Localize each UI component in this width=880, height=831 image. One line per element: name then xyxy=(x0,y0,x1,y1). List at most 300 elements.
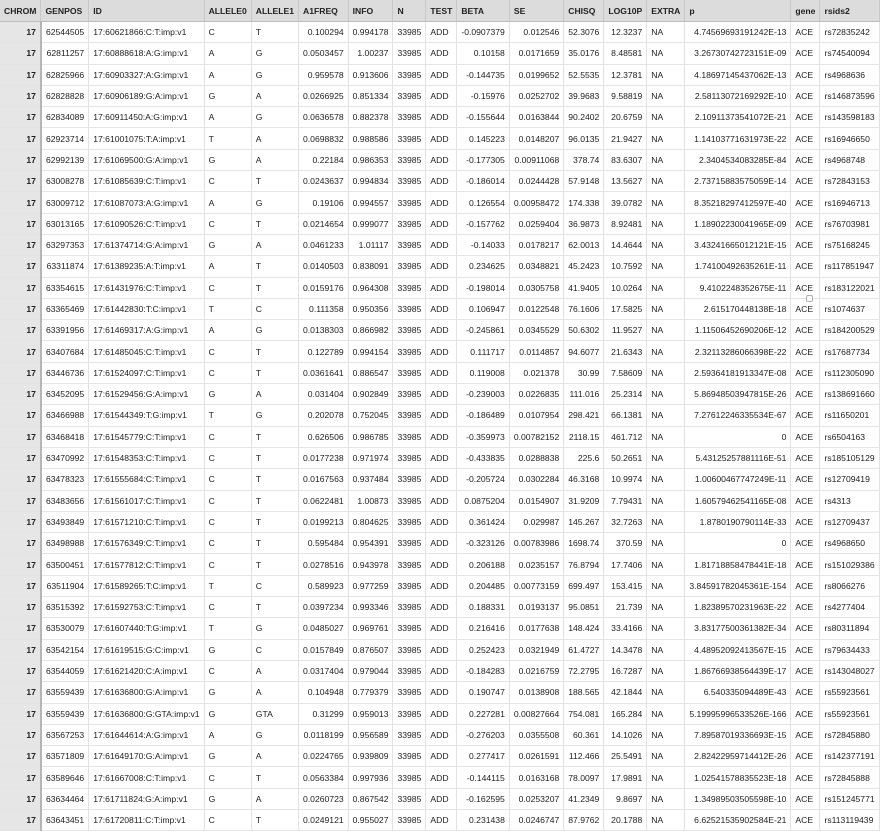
cell-log10p[interactable]: 14.3478 xyxy=(604,639,647,660)
cell-id[interactable]: 17:61544349:T:G:imp:v1 xyxy=(89,405,204,426)
cell-gene[interactable]: ACE xyxy=(791,362,820,383)
cell-allele1[interactable]: A xyxy=(251,85,298,106)
cell-chisq[interactable]: 754.081 xyxy=(564,703,604,724)
cell-n[interactable]: 33985 xyxy=(393,107,426,128)
cell-gene[interactable]: ACE xyxy=(791,511,820,532)
table-row[interactable] xyxy=(0,192,879,213)
cell-n[interactable]: 33985 xyxy=(393,64,426,85)
cell-allele0[interactable]: C xyxy=(204,490,251,511)
cell-extra[interactable]: NA xyxy=(647,107,685,128)
cell-info[interactable]: 1.00237 xyxy=(348,43,393,64)
cell-beta[interactable]: 0.234625 xyxy=(457,256,510,277)
cell-log10p[interactable]: 11.9527 xyxy=(604,320,647,341)
cell-rsids2[interactable]: rs6504163 xyxy=(820,426,879,447)
cell-genpos[interactable]: 63407684 xyxy=(41,341,89,362)
cell-genpos[interactable]: 63311874 xyxy=(41,256,89,277)
cell-test[interactable]: ADD xyxy=(426,554,457,575)
cell-allele1[interactable]: G xyxy=(251,405,298,426)
cell-test[interactable]: ADD xyxy=(426,341,457,362)
cell-n[interactable]: 33985 xyxy=(393,405,426,426)
cell-n[interactable]: 33985 xyxy=(393,788,426,809)
cell-allele1[interactable]: T xyxy=(251,554,298,575)
cell-p[interactable]: 4.74569693191242E-13 xyxy=(685,22,791,43)
cell-chisq[interactable]: 95.0851 xyxy=(564,597,604,618)
cell-rsids2[interactable]: rs113119439 xyxy=(820,809,879,830)
cell-log10p[interactable]: 14.4644 xyxy=(604,234,647,255)
cell-se[interactable]: 0.0171659 xyxy=(509,43,563,64)
cell-info[interactable]: 0.876507 xyxy=(348,639,393,660)
cell-allele1[interactable]: T xyxy=(251,511,298,532)
table-row[interactable] xyxy=(0,128,879,149)
cell-chisq[interactable]: 52.3076 xyxy=(564,22,604,43)
cell-se[interactable]: 0.0178217 xyxy=(509,234,563,255)
cell-n[interactable]: 33985 xyxy=(393,426,426,447)
cell-gene[interactable]: ACE xyxy=(791,490,820,511)
cell-a1freq[interactable]: 0.0157849 xyxy=(299,639,349,660)
cell-allele0[interactable]: C xyxy=(204,341,251,362)
cell-n[interactable]: 33985 xyxy=(393,192,426,213)
cell-se[interactable]: 0.0148207 xyxy=(509,128,563,149)
cell-extra[interactable]: NA xyxy=(647,746,685,767)
cell-test[interactable]: ADD xyxy=(426,767,457,788)
cell-chrom[interactable]: 17 xyxy=(0,171,41,192)
cell-rsids2[interactable]: rs12709437 xyxy=(820,511,879,532)
cell-chrom[interactable]: 17 xyxy=(0,575,41,596)
cell-chrom[interactable]: 17 xyxy=(0,277,41,298)
cell-n[interactable]: 33985 xyxy=(393,809,426,830)
cell-test[interactable]: ADD xyxy=(426,171,457,192)
cell-p[interactable]: 6.540335094489E-43 xyxy=(685,682,791,703)
cell-extra[interactable]: NA xyxy=(647,192,685,213)
cell-extra[interactable]: NA xyxy=(647,511,685,532)
cell-genpos[interactable]: 62828828 xyxy=(41,85,89,106)
cell-beta[interactable]: 0.361424 xyxy=(457,511,510,532)
cell-genpos[interactable]: 63567253 xyxy=(41,724,89,745)
cell-test[interactable]: ADD xyxy=(426,85,457,106)
cell-beta[interactable]: -0.0907379 xyxy=(457,22,510,43)
cell-chisq[interactable]: 94.6077 xyxy=(564,341,604,362)
column-header-p[interactable]: p xyxy=(685,0,791,22)
cell-genpos[interactable]: 63365469 xyxy=(41,298,89,319)
table-row[interactable] xyxy=(0,256,879,277)
cell-log10p[interactable]: 12.3237 xyxy=(604,22,647,43)
cell-test[interactable]: ADD xyxy=(426,426,457,447)
cell-log10p[interactable]: 8.92481 xyxy=(604,213,647,234)
cell-genpos[interactable]: 63542154 xyxy=(41,639,89,660)
cell-beta[interactable]: 0.111717 xyxy=(457,341,510,362)
cell-a1freq[interactable]: 0.122789 xyxy=(299,341,349,362)
table-row[interactable] xyxy=(0,277,879,298)
cell-allele1[interactable]: G xyxy=(251,64,298,85)
cell-allele1[interactable]: A xyxy=(251,660,298,681)
cell-test[interactable]: ADD xyxy=(426,490,457,511)
cell-rsids2[interactable]: rs72845888 xyxy=(820,767,879,788)
cell-chrom[interactable]: 17 xyxy=(0,660,41,681)
cell-rsids2[interactable]: rs117851947 xyxy=(820,256,879,277)
cell-id[interactable]: 17:61576349:C:T:imp:v1 xyxy=(89,533,204,554)
cell-info[interactable]: 0.994154 xyxy=(348,341,393,362)
cell-test[interactable]: ADD xyxy=(426,22,457,43)
cell-id[interactable]: 17:61548353:C:T:imp:v1 xyxy=(89,447,204,468)
cell-info[interactable]: 0.997936 xyxy=(348,767,393,788)
cell-n[interactable]: 33985 xyxy=(393,554,426,575)
cell-extra[interactable]: NA xyxy=(647,341,685,362)
cell-id[interactable]: 17:61069500:G:A:imp:v1 xyxy=(89,149,204,170)
cell-se[interactable]: 0.0235157 xyxy=(509,554,563,575)
cell-gene[interactable]: ACE xyxy=(791,234,820,255)
cell-n[interactable]: 33985 xyxy=(393,320,426,341)
cell-chrom[interactable]: 17 xyxy=(0,298,41,319)
table-row[interactable] xyxy=(0,469,879,490)
cell-beta[interactable]: 0.145223 xyxy=(457,128,510,149)
cell-genpos[interactable]: 63544059 xyxy=(41,660,89,681)
cell-allele1[interactable]: A xyxy=(251,128,298,149)
cell-se[interactable]: 0.0163844 xyxy=(509,107,563,128)
cell-chisq[interactable]: 39.9683 xyxy=(564,85,604,106)
cell-p[interactable]: 3.26730742723151E-09 xyxy=(685,43,791,64)
cell-id[interactable]: 17:61087073:A:G:imp:v1 xyxy=(89,192,204,213)
cell-genpos[interactable]: 63571809 xyxy=(41,746,89,767)
cell-log10p[interactable]: 25.2314 xyxy=(604,384,647,405)
cell-info[interactable]: 0.964308 xyxy=(348,277,393,298)
cell-se[interactable]: 0.029987 xyxy=(509,511,563,532)
cell-rsids2[interactable]: rs142377191 xyxy=(820,746,879,767)
cell-a1freq[interactable]: 0.0177238 xyxy=(299,447,349,468)
cell-gene[interactable]: ACE xyxy=(791,341,820,362)
cell-n[interactable]: 33985 xyxy=(393,298,426,319)
cell-test[interactable]: ADD xyxy=(426,639,457,660)
cell-gene[interactable]: ACE xyxy=(791,43,820,64)
cell-test[interactable]: ADD xyxy=(426,511,457,532)
cell-a1freq[interactable]: 0.0167563 xyxy=(299,469,349,490)
cell-chisq[interactable]: 57.9148 xyxy=(564,171,604,192)
cell-n[interactable]: 33985 xyxy=(393,639,426,660)
cell-allele0[interactable]: G xyxy=(204,234,251,255)
cell-gene[interactable]: ACE xyxy=(791,64,820,85)
cell-a1freq[interactable]: 0.0260723 xyxy=(299,788,349,809)
cell-allele0[interactable]: G xyxy=(204,788,251,809)
cell-allele1[interactable]: C xyxy=(251,639,298,660)
cell-genpos[interactable]: 63297353 xyxy=(41,234,89,255)
cell-allele0[interactable]: C xyxy=(204,447,251,468)
cell-extra[interactable]: NA xyxy=(647,234,685,255)
cell-beta[interactable]: -0.359973 xyxy=(457,426,510,447)
cell-extra[interactable]: NA xyxy=(647,320,685,341)
cell-extra[interactable]: NA xyxy=(647,405,685,426)
cell-id[interactable]: 17:60621866:C:T:imp:v1 xyxy=(89,22,204,43)
cell-chrom[interactable]: 17 xyxy=(0,703,41,724)
cell-allele0[interactable]: T xyxy=(204,575,251,596)
cell-se[interactable]: 0.0107954 xyxy=(509,405,563,426)
cell-n[interactable]: 33985 xyxy=(393,746,426,767)
cell-chisq[interactable]: 61.4727 xyxy=(564,639,604,660)
cell-chisq[interactable]: 31.9209 xyxy=(564,490,604,511)
cell-chrom[interactable]: 17 xyxy=(0,320,41,341)
cell-log10p[interactable]: 17.9891 xyxy=(604,767,647,788)
table-row[interactable] xyxy=(0,426,879,447)
cell-info[interactable]: 0.993346 xyxy=(348,597,393,618)
column-header-allele0[interactable]: ALLELE0 xyxy=(204,0,251,22)
cell-allele1[interactable]: T xyxy=(251,490,298,511)
cell-test[interactable]: ADD xyxy=(426,660,457,681)
cell-test[interactable]: ADD xyxy=(426,682,457,703)
table-row[interactable] xyxy=(0,298,879,319)
cell-a1freq[interactable]: 0.0278516 xyxy=(299,554,349,575)
cell-log10p[interactable]: 66.1381 xyxy=(604,405,647,426)
cell-id[interactable]: 17:60888618:A:G:imp:v1 xyxy=(89,43,204,64)
cell-beta[interactable]: 0.227281 xyxy=(457,703,510,724)
cell-info[interactable]: 1.00873 xyxy=(348,490,393,511)
cell-chisq[interactable]: 46.3168 xyxy=(564,469,604,490)
cell-allele0[interactable]: C xyxy=(204,213,251,234)
cell-allele1[interactable]: G xyxy=(251,724,298,745)
cell-log10p[interactable]: 7.79431 xyxy=(604,490,647,511)
cell-allele0[interactable]: A xyxy=(204,107,251,128)
cell-extra[interactable]: NA xyxy=(647,554,685,575)
column-resize-handle[interactable] xyxy=(806,295,813,302)
cell-se[interactable]: 0.0321949 xyxy=(509,639,563,660)
cell-n[interactable]: 33985 xyxy=(393,234,426,255)
cell-genpos[interactable]: 62992139 xyxy=(41,149,89,170)
cell-info[interactable]: 0.994557 xyxy=(348,192,393,213)
cell-genpos[interactable]: 63446736 xyxy=(41,362,89,383)
cell-test[interactable]: ADD xyxy=(426,788,457,809)
cell-log10p[interactable]: 165.284 xyxy=(604,703,647,724)
cell-beta[interactable]: 0.10158 xyxy=(457,43,510,64)
cell-info[interactable]: 0.999077 xyxy=(348,213,393,234)
cell-beta[interactable]: 0.190747 xyxy=(457,682,510,703)
cell-gene[interactable]: ACE xyxy=(791,809,820,830)
column-header-a1freq[interactable]: A1FREQ xyxy=(299,0,349,22)
cell-gene[interactable]: ACE xyxy=(791,660,820,681)
cell-rsids2[interactable]: rs8066276 xyxy=(820,575,879,596)
cell-allele1[interactable]: T xyxy=(251,469,298,490)
cell-allele0[interactable]: A xyxy=(204,192,251,213)
cell-info[interactable]: 0.950356 xyxy=(348,298,393,319)
cell-n[interactable]: 33985 xyxy=(393,618,426,639)
cell-n[interactable]: 33985 xyxy=(393,341,426,362)
cell-allele1[interactable]: T xyxy=(251,533,298,554)
cell-se[interactable]: 0.0252702 xyxy=(509,85,563,106)
cell-log10p[interactable]: 9.58819 xyxy=(604,85,647,106)
cell-extra[interactable]: NA xyxy=(647,426,685,447)
cell-chisq[interactable]: 87.9762 xyxy=(564,809,604,830)
table-row[interactable] xyxy=(0,171,879,192)
cell-chisq[interactable]: 78.0097 xyxy=(564,767,604,788)
cell-chrom[interactable]: 17 xyxy=(0,384,41,405)
cell-log10p[interactable]: 16.7287 xyxy=(604,660,647,681)
cell-gene[interactable]: ACE xyxy=(791,554,820,575)
cell-log10p[interactable]: 10.7592 xyxy=(604,256,647,277)
cell-genpos[interactable]: 63515392 xyxy=(41,597,89,618)
cell-allele1[interactable]: T xyxy=(251,22,298,43)
cell-chrom[interactable]: 17 xyxy=(0,682,41,703)
cell-allele1[interactable]: T xyxy=(251,447,298,468)
cell-info[interactable]: 0.969761 xyxy=(348,618,393,639)
cell-chisq[interactable]: 76.1606 xyxy=(564,298,604,319)
cell-gene[interactable]: ACE xyxy=(791,447,820,468)
cell-p[interactable]: 2.10911373541072E-21 xyxy=(685,107,791,128)
cell-chrom[interactable]: 17 xyxy=(0,490,41,511)
cell-p[interactable]: 1.86766938564439E-17 xyxy=(685,660,791,681)
cell-allele1[interactable]: T xyxy=(251,256,298,277)
cell-rsids2[interactable]: rs4968650 xyxy=(820,533,879,554)
cell-id[interactable]: 17:61667008:C:T:imp:v1 xyxy=(89,767,204,788)
cell-rsids2[interactable]: rs185105129 xyxy=(820,447,879,468)
cell-se[interactable]: 0.00827664 xyxy=(509,703,563,724)
cell-log10p[interactable]: 12.3781 xyxy=(604,64,647,85)
table-row[interactable] xyxy=(0,746,879,767)
cell-genpos[interactable]: 63493849 xyxy=(41,511,89,532)
cell-rsids2[interactable]: rs151029386 xyxy=(820,554,879,575)
cell-genpos[interactable]: 63559439 xyxy=(41,682,89,703)
cell-p[interactable]: 2.32113286066398E-22 xyxy=(685,341,791,362)
cell-p[interactable]: 1.60579462541165E-08 xyxy=(685,490,791,511)
cell-id[interactable]: 17:61374714:G:A:imp:v1 xyxy=(89,234,204,255)
cell-test[interactable]: ADD xyxy=(426,362,457,383)
cell-gene[interactable]: ACE xyxy=(791,469,820,490)
cell-test[interactable]: ADD xyxy=(426,64,457,85)
cell-gene[interactable]: ACE xyxy=(791,746,820,767)
cell-chrom[interactable]: 17 xyxy=(0,149,41,170)
cell-chisq[interactable]: 2118.15 xyxy=(564,426,604,447)
cell-chisq[interactable]: 298.421 xyxy=(564,405,604,426)
cell-genpos[interactable]: 63468418 xyxy=(41,426,89,447)
cell-test[interactable]: ADD xyxy=(426,107,457,128)
cell-rsids2[interactable]: rs184200529 xyxy=(820,320,879,341)
cell-rsids2[interactable]: rs75168245 xyxy=(820,234,879,255)
column-header-rsids2[interactable]: rsids2 xyxy=(820,0,879,22)
cell-log10p[interactable]: 8.48581 xyxy=(604,43,647,64)
cell-rsids2[interactable]: rs12709419 xyxy=(820,469,879,490)
cell-allele0[interactable]: T xyxy=(204,405,251,426)
cell-extra[interactable]: NA xyxy=(647,149,685,170)
cell-extra[interactable]: NA xyxy=(647,660,685,681)
cell-se[interactable]: 0.0253207 xyxy=(509,788,563,809)
cell-beta[interactable]: 0.277417 xyxy=(457,746,510,767)
cell-gene[interactable]: ACE xyxy=(791,22,820,43)
cell-allele1[interactable]: T xyxy=(251,362,298,383)
cell-extra[interactable]: NA xyxy=(647,767,685,788)
cell-n[interactable]: 33985 xyxy=(393,384,426,405)
cell-id[interactable]: 17:61577812:C:T:imp:v1 xyxy=(89,554,204,575)
cell-beta[interactable]: -0.162595 xyxy=(457,788,510,809)
table-row[interactable] xyxy=(0,703,879,724)
cell-chrom[interactable]: 17 xyxy=(0,597,41,618)
cell-allele1[interactable]: T xyxy=(251,213,298,234)
cell-chrom[interactable]: 17 xyxy=(0,767,41,788)
cell-se[interactable]: 0.0305758 xyxy=(509,277,563,298)
cell-allele0[interactable]: G xyxy=(204,746,251,767)
cell-rsids2[interactable]: rs55923561 xyxy=(820,682,879,703)
cell-id[interactable]: 17:61085639:C:T:imp:v1 xyxy=(89,171,204,192)
cell-info[interactable]: 0.867542 xyxy=(348,788,393,809)
cell-a1freq[interactable]: 0.0138303 xyxy=(299,320,349,341)
cell-allele1[interactable]: C xyxy=(251,575,298,596)
cell-rsids2[interactable]: rs16946650 xyxy=(820,128,879,149)
cell-rsids2[interactable]: rs143598183 xyxy=(820,107,879,128)
cell-extra[interactable]: NA xyxy=(647,128,685,149)
cell-se[interactable]: 0.00782152 xyxy=(509,426,563,447)
cell-allele0[interactable]: G xyxy=(204,639,251,660)
cell-p[interactable]: 1.11506452690206E-12 xyxy=(685,320,791,341)
cell-rsids2[interactable]: rs112305090 xyxy=(820,362,879,383)
cell-chisq[interactable]: 62.0013 xyxy=(564,234,604,255)
column-header-beta[interactable]: BETA xyxy=(457,0,510,22)
cell-gene[interactable]: ACE xyxy=(791,597,820,618)
cell-se[interactable]: 0.0154907 xyxy=(509,490,563,511)
cell-a1freq[interactable]: 0.626506 xyxy=(299,426,349,447)
cell-test[interactable]: ADD xyxy=(426,533,457,554)
cell-allele1[interactable]: A xyxy=(251,384,298,405)
cell-a1freq[interactable]: 0.0622481 xyxy=(299,490,349,511)
table-row[interactable] xyxy=(0,490,879,511)
cell-allele0[interactable]: C xyxy=(204,171,251,192)
cell-se[interactable]: 0.0163168 xyxy=(509,767,563,788)
cell-a1freq[interactable]: 0.031404 xyxy=(299,384,349,405)
cell-n[interactable]: 33985 xyxy=(393,213,426,234)
cell-log10p[interactable]: 25.5491 xyxy=(604,746,647,767)
cell-chrom[interactable]: 17 xyxy=(0,639,41,660)
table-row[interactable] xyxy=(0,639,879,660)
cell-allele1[interactable]: G xyxy=(251,618,298,639)
cell-test[interactable]: ADD xyxy=(426,43,457,64)
cell-gene[interactable]: ACE xyxy=(791,213,820,234)
cell-rsids2[interactable]: rs143048027 xyxy=(820,660,879,681)
column-header-genpos[interactable]: GENPOS xyxy=(41,0,89,22)
cell-test[interactable]: ADD xyxy=(426,213,457,234)
cell-allele0[interactable]: G xyxy=(204,85,251,106)
cell-se[interactable]: 0.021378 xyxy=(509,362,563,383)
table-row[interactable] xyxy=(0,85,879,106)
cell-info[interactable]: 0.988586 xyxy=(348,128,393,149)
cell-log10p[interactable]: 33.4166 xyxy=(604,618,647,639)
cell-id[interactable]: 17:61720811:C:T:imp:v1 xyxy=(89,809,204,830)
cell-info[interactable]: 0.954391 xyxy=(348,533,393,554)
cell-chisq[interactable]: 36.9873 xyxy=(564,213,604,234)
cell-a1freq[interactable]: 0.19106 xyxy=(299,192,349,213)
cell-log10p[interactable]: 17.7406 xyxy=(604,554,647,575)
cell-chisq[interactable]: 225.6 xyxy=(564,447,604,468)
cell-chisq[interactable]: 41.9405 xyxy=(564,277,604,298)
cell-chisq[interactable]: 699.497 xyxy=(564,575,604,596)
table-row[interactable] xyxy=(0,447,879,468)
cell-beta[interactable]: -0.177305 xyxy=(457,149,510,170)
table-row[interactable] xyxy=(0,788,879,809)
cell-allele1[interactable]: G xyxy=(251,192,298,213)
cell-id[interactable]: 17:61621420:C:A:imp:v1 xyxy=(89,660,204,681)
cell-beta[interactable]: -0.14033 xyxy=(457,234,510,255)
cell-gene[interactable]: ACE xyxy=(791,149,820,170)
cell-gene[interactable]: ACE xyxy=(791,277,820,298)
cell-extra[interactable]: NA xyxy=(647,64,685,85)
cell-extra[interactable]: NA xyxy=(647,256,685,277)
cell-gene[interactable]: ACE xyxy=(791,128,820,149)
cell-chrom[interactable]: 17 xyxy=(0,128,41,149)
cell-p[interactable]: 9.4102248352675E-11 xyxy=(685,277,791,298)
cell-test[interactable]: ADD xyxy=(426,298,457,319)
cell-se[interactable]: 0.0216759 xyxy=(509,660,563,681)
cell-id[interactable]: 17:61644614:A:G:imp:v1 xyxy=(89,724,204,745)
cell-genpos[interactable]: 63498988 xyxy=(41,533,89,554)
cell-n[interactable]: 33985 xyxy=(393,447,426,468)
cell-a1freq[interactable]: 0.0485027 xyxy=(299,618,349,639)
cell-genpos[interactable]: 63643451 xyxy=(41,809,89,830)
cell-info[interactable]: 0.851334 xyxy=(348,85,393,106)
cell-genpos[interactable]: 63500451 xyxy=(41,554,89,575)
table-row[interactable] xyxy=(0,660,879,681)
cell-gene[interactable]: ACE xyxy=(791,682,820,703)
